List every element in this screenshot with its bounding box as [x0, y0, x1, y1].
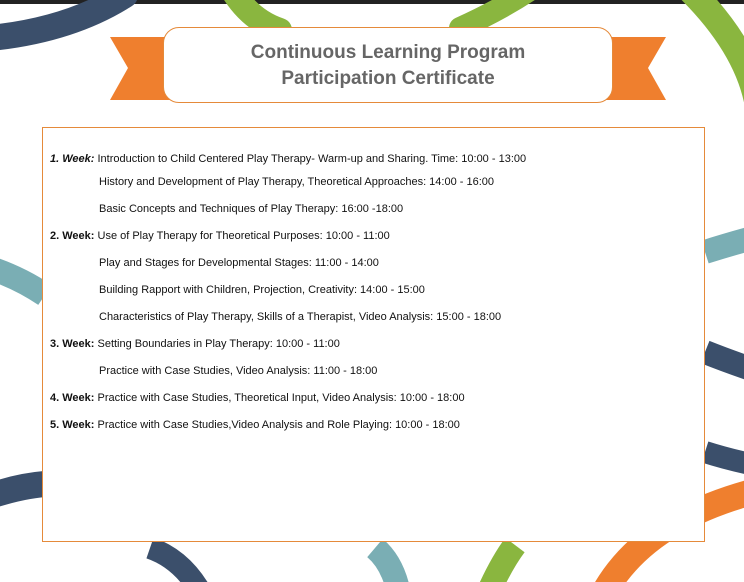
teal-swoosh-right [705, 236, 744, 252]
green-swoosh-top [232, 0, 280, 30]
title-line-1: Continuous Learning Program [250, 42, 526, 63]
navy-swoosh-right [705, 352, 744, 372]
schedule-text: Setting Boundaries in Play Therapy: 10:00 - 11:00 [94, 338, 340, 350]
schedule-row [50, 392, 465, 404]
green-swoosh-right [690, 0, 744, 130]
navy-swoosh-top-left [0, 0, 125, 38]
schedule-row [99, 311, 501, 323]
schedule-row [50, 153, 526, 165]
schedule-text: Practice with Case Studies, Theoretical Input, Video Analysis: 10:00 - 18:00 [94, 392, 465, 404]
schedule-text: History and Development of Play Therapy, Theoretical Approaches: 14:00 - 16:00 [99, 176, 495, 188]
week-label: 1. Week: [50, 153, 95, 165]
schedule-row [99, 176, 494, 188]
schedule-row [99, 284, 425, 296]
schedule-row [99, 257, 379, 269]
green-swoosh-top-right [460, 0, 530, 28]
title-line-2: Participation Certificate [281, 68, 495, 89]
schedule-text: Basic Concepts and Techniques of Play Therapy: 16:00 -18:00 [99, 203, 404, 215]
navy-swoosh-bottom-left [0, 484, 45, 496]
teal-swoosh-left [0, 268, 45, 295]
schedule-text: Building Rapport with Children, Projection, Creativity: 14:00 - 15:00 [99, 284, 425, 296]
week-label: 5. Week: [50, 419, 95, 431]
schedule-text: Use of Play Therapy for Theoretical Purposes: 10:00 - 11:00 [94, 230, 390, 242]
schedule-text: Play and Stages for Developmental Stages: 11:00 - 14:00 [99, 257, 379, 269]
schedule-text: Practice with Case Studies, Video Analysis: 11:00 - 18:00 [99, 365, 378, 377]
green-swoosh-bottom [485, 545, 515, 582]
week-label: 4. Week: [50, 392, 95, 404]
navy-swoosh-bottom-right [705, 452, 744, 466]
schedule-row [50, 419, 460, 431]
schedule-row [50, 338, 340, 350]
schedule-text: Introduction to Child Centered Play Therapy- Warm-up and Sharing. Time: 10:00 - 13:00 [94, 153, 527, 165]
certificate-title-banner [163, 27, 613, 103]
schedule-row [99, 203, 403, 215]
schedule-row [99, 365, 377, 377]
teal-swoosh-bottom [375, 548, 400, 582]
schedule-panel [42, 127, 705, 542]
schedule-row [50, 230, 390, 242]
week-label: 2. Week: [50, 230, 95, 242]
week-label: 3. Week: [50, 338, 95, 350]
navy-swoosh-bottom [150, 548, 205, 582]
schedule-text: Practice with Case Studies,Video Analysis and Role Playing: 10:00 - 18:00 [94, 419, 460, 431]
schedule-text: Characteristics of Play Therapy, Skills of a Therapist, Video Analysis: 15:00 - 18:00 [99, 311, 502, 323]
